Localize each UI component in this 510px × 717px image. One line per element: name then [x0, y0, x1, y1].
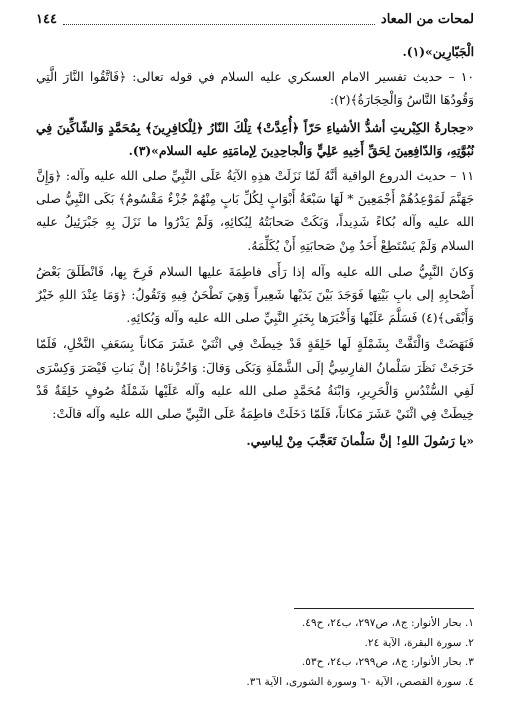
hadith-10-quote: «حِجارةُ الكِبْريتِ أشدُّ الأشياءِ حَرّاً ﴿أُعِدَّتْ﴾ تِلْكَ النّارُ ﴿لِلْكافِرِينَ﴾ بِمُحَمَّدٍ وَالشّاكِّينَ فِي نُبُوَّتِهِ، وَالدّافِعِينَ لِحَقِّ أَخِيهِ عَلِيٍّ وَالْجاحِدِينَ لِإمامَتِهِ عليه السلام»(٣). — [36, 119, 474, 158]
footnotes — [36, 614, 474, 692]
page-header — [36, 8, 474, 30]
body-text — [36, 40, 474, 455]
footnote-4: ٤. سورة القصص، الآية ٦٠ وسورة الشورى، الآية ٣٦. — [246, 675, 474, 688]
hadith-10-intro: ١٠ – حديث تفسير الامام العسكري عليه السلام في قوله تعالى: ﴿فَاتَّقُوا النَّارَ الَّتِي وَقُودُهَا النَّاسُ وَالْحِجَارَةُ﴾(٢): — [36, 70, 474, 108]
footnote-3: ٣. بحار الأنوار: ج٨، ص٢٩٩، ب٢٤، ح٥٣. — [301, 656, 474, 668]
hadith-11-quote: «يا رَسُولَ اللهِ! إنَّ سَلْمانَ تَعَجَّبَ مِنْ لِباسِي. — [246, 433, 474, 449]
paragraph-continuation: الْجَبّارِين»(١). — [402, 44, 474, 59]
footnote-2: ٢. سورة البقرة، الآية ٢٤. — [364, 636, 474, 649]
footnote-1: ١. بحار الأنوار: ج٨، ص٢٩٧، ب٢٤، ح٤٩. — [301, 617, 474, 629]
header-dot-leader — [63, 14, 375, 25]
running-title: لمحات من المعاد — [380, 11, 474, 27]
hadith-11-paragraph-3: فَنَهَضَتْ وَالْتَفَّتْ بِشَمْلَةٍ لَها خَلِقَةٍ قَدْ خِيطَتْ فِي اثْنَيْ عَشَرَ مَكاناً بِسَعَفِ النَّخْلِ، فَلَمّا خَرَجَتْ نَظَرَ سَلْمانُ الفارِسِيُّ إلَى الشَّمْلَةِ وَبَكَى وَقالَ: وَاحُزْناهُ! إنَّ بَناتِ قَيْصَرَ وَكِسْرَى لَفِي السُّنْدُسِ وَالْحَرِيرِ، وَابْنَةُ مُحَمَّدٍ صلى الله عليه وآله عَلَيْها شَمْلَةُ صُوفٍ خَلِقَةٌ قَدْ خِيطَتْ فِي اثْنَيْ عَشَرَ مَكاناً، فَلَمّا دَخَلَتْ فاطِمَةُ عَلَى النَّبِيِّ صلى الله عليه وآله قالَتْ: — [36, 337, 474, 422]
hadith-11-paragraph-2: وَكانَ النَّبِيُّ صلى الله عليه وآله إذا رَأَى فاطِمَةَ عليها السلام فَرِحَ بِها، فَانْطَلَقَ بَعْضُ أَصْحابِهِ إلى بابِ بَيْتِها فَوَجَدَ بَيْنَ يَدَيْها شَعِيراً وَهِيَ تَطْحَنُ فِيهِ وَتَقُولُ: ﴿وَمَا عِنْدَ اللهِ خَيْرٌ وَأَبْقَى﴾(٤) فَسَلَّمَ عَلَيْها وَأَخْبَرَها بِخَبَرِ النَّبِيِّ صلى الله عليه وآله وَبُكائِهِ. — [36, 264, 474, 326]
page-number: ١٤٤ — [36, 11, 57, 27]
hadith-11-intro: ١١ – حديث الدروع الواقية أنَّهُ لَمّا نَزَلَتْ هذِهِ الآيَةُ عَلَى النَّبِيِّ صلى الله عليه وآله: ﴿وَإِنَّ جَهَنَّمَ لَمَوْعِدُهُمْ أَجْمَعِينَ * لَهَا سَبْعَةُ أَبْوَابٍ لِكُلِّ بَابٍ مِنْهُمْ جُزْءٌ مَقْسُومٌ﴾ بَكَى النَّبِيُّ صلى الله عليه وآله بُكاءً شَدِيداً، وَبَكَتْ صَحابَتُهُ لِبُكائِهِ، وَلَمْ يَدْرُوا ما نَزَلَ بِهِ جَبْرَئِيلُ عليه السلام وَلَمْ يَسْتَطِعْ أَحَدٌ مِنْ صَحابَتِهِ أَنْ يُكَلِّمَهُ. — [36, 169, 474, 253]
footnote-divider — [294, 608, 474, 609]
